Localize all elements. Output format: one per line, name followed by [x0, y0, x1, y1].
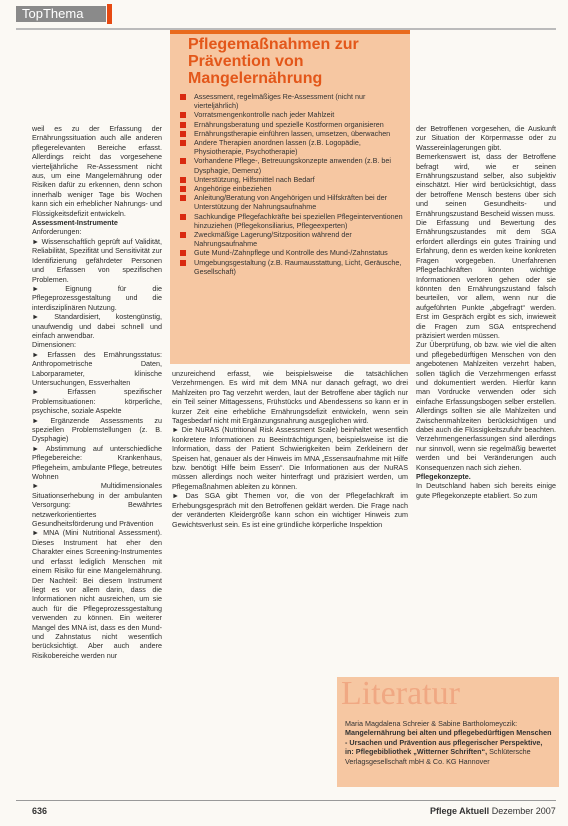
issue-date: Dezember 2007: [491, 806, 556, 816]
column-middle: [172, 369, 408, 529]
paragraph: weil es zu der Erfassung der Ernährungssituation auch alle anderen pflegerelevanten Bereiche erfasst. Allerdings reicht das vorgesehene vierteljährliche Re-Assessment nicht aus, um eine Mangelernährung oder Risiken dafür zu erkennen, denn schon innerhalb weniger Tage bis Wochen kann sich ein erheblicher Nahrungs- und Flüssigkeitsdefizit entwickeln.: [32, 124, 162, 218]
paragraph: Anforderungen:: [32, 227, 82, 237]
section-label: TopThema: [22, 6, 84, 21]
list-item: Sachkundige Pflegefachkräfte bei speziellen Pflegeinterventionen hinzuziehen (Pflegekonsiliarius, Pflegeexperten): [180, 212, 405, 230]
subheading: Pflegekonzepte.: [416, 472, 471, 482]
paragraph: ► Erfassen spezifischer Problemsituationen: körperliche, psychische, soziale Aspekte: [32, 387, 162, 416]
paragraph: ► Erfassen des Ernährungsstatus: Anthropometrische Daten, Laborparameter, klinische Untersuchungen, Essverhalten: [32, 349, 162, 387]
paragraph: ► Ergänzende Assessments zu speziellen Problemstellungen (z. B. Dysphagie): [32, 415, 162, 444]
list-item: Gute Mund-/Zahnpflege und Kontrolle des Mund-/Zahnstatus: [180, 248, 405, 257]
list-item: Andere Therapien anordnen lassen (z.B. Logopädie, Physiotherapie, Psychotherapie): [180, 138, 405, 156]
paragraph: ► Abstimmung auf unterschiedliche Pflegebereiche: Krankenhaus, Pflegeheim, ambulante Pflege, betreutes Wohnen: [32, 443, 162, 482]
list-item: Zweckmäßige Lagerung/Sitzposition während der Nahrungsaufnahme: [180, 230, 405, 248]
paragraph: Bemerkenswert ist, dass der Betroffene befragt wird, wie er seinen Ernährungszustand selber, also subjektiv einschätzt. Hier wird berücksichtigt, dass der betroffene Mensch bestens über sich und seinen Gesundheits- und Ernährungszustand Bescheid wissen muss.: [416, 152, 556, 218]
measures-list: [180, 92, 405, 276]
list-item: Umgebungsgestaltung (z.B. Raumausstattung, Licht, Geräusche, Gesellschaft): [180, 258, 405, 276]
list-item: Unterstützung, Hilfsmittel nach Bedarf: [180, 175, 405, 184]
paragraph: ► Multidimensionales Situationserhebung in der ambulanten Versorgung: Bewährtes netzwerkorientiertes Gesundheitsförderung und Prävention: [32, 481, 162, 529]
list-item: Ernährungsberatung und spezielle Kostformen organisieren: [180, 120, 405, 129]
list-item: Assessment, regelmäßiges Re-Assessment (nicht nur vierteljährlich): [180, 92, 405, 110]
paragraph: Zur Überprüfung, ob bzw. wie viel die alten und pflegebedürftigen Menschen von den angebotenen Mahlzeiten verzehrt haben, sollen täglich die Verzehrmengen erfasst und dokumentiert werden. Hierfür kann man Vordrucke verwenden oder sich einfache Erfassungsbogen selber erstellen. Allerdings sollten sie alle Mahlzeiten und Zwischenmahlzeiten berücksichtigen und dabei auch die Flüssigkeitszufuhr beachten. Verzehrmengenerfassungen sind allerdings nur sinnvoll, wenn sie regelmäßig bewertet werden und bei Veränderungen auch Konsequenzen nach sich ziehen.: [416, 340, 556, 472]
literature-box: [337, 677, 559, 787]
measures-box: [170, 30, 410, 364]
paragraph: ► Die NuRAS (Nutritional Risk Assessment Scale) beinhaltet wesentlich konkretere Informationen zu Beeinträchtigungen, beispielsweise ist die Information, dass der Patient Schwierigkeiten beim Zerkleinern der Speisen hat, genauer als der Hinweis im MNA „Essensaufnahme mit Hilfe bzw. benötigt Hilfe beim Essen“. Die Informationen aus der NuRAS müssen allerdings noch weiter hinterfragt und präzisiert werden, um Pflegemaßnahmen ableiten zu können.: [172, 425, 408, 491]
column-left: [32, 124, 162, 660]
paragraph: In Deutschland haben sich bereits einige gute Pflegekonzepte etabliert. So zum: [416, 481, 556, 500]
list-item: Angehörige einbeziehen: [180, 184, 405, 193]
paragraph: ► Eignung für die Pflegeprozessgestaltung und die interdisziplinären Nutzung.: [32, 283, 162, 312]
paragraph: ► Wissenschaftlich geprüft auf Validität, Reliabilität, Spezifität und Sensitivität zur Identifizierung gefährdeter Personen und Erfassen von spezifischen Problemen.: [32, 236, 162, 284]
literature-authors: Maria Magdalena Schreier & Sabine Bartholomeyczik:: [345, 719, 518, 728]
literature-title: Mangelernährung bei alten und pflegebedürftigen Menschen - Ursachen und Prävention aus pflegerischer Perspektive, in: Pflegebibliothek „Witterner Schriften“,: [345, 728, 552, 757]
paragraph: Die Erfassung und Bewertung des Ernährungszustandes mit dem SGA erfordert allerdings ein gutes Training und Erfahrung, denn es werden keine konkreten Fragen vorgegeben. Unerfahrenen Pflegefachkräften könnten wichtige Informationen verloren gehen oder sie könnten den Ernährungszustand falsch beurteilen, vor allem, wenn nur die aufgeführten Punkte „abgefragt“ werden. Erst im Gespräch ergibt es sich, inwieweit die Fragen zum SGA entsprechend präzisiert werden müssen.: [416, 218, 556, 340]
literature-heading: Literatur: [341, 675, 460, 712]
subheading: Assessment-Instrumente: [32, 218, 118, 228]
page-number: 636: [32, 806, 48, 816]
magazine-issue: [430, 806, 556, 816]
paragraph: ► Standardisiert, kostengünstig, unaufwendig und dabei schnell und einfach anwendbar.: [32, 312, 162, 340]
magazine-name: Pflege Aktuell: [430, 806, 490, 816]
footer-rule: [16, 800, 556, 801]
list-item: Vorratsmengenkontrolle nach jeder Mahlzeit: [180, 110, 405, 119]
list-item: Ernährungstherapie einführen lassen, umsetzen, überwachen: [180, 129, 405, 138]
paragraph: ► MNA (Mini Nutritional Assessment). Dieses Instrument hat eher den Charakter eines Screening-Instrumentes und erfasst lediglich Menschen mit einem Risiko für eine Mangelernährung. Der Nachteil: Bei diesem Instrument liegt es vor allem darin, dass die Informationen nicht ausreichen, um sie auch für die Pflegeprozessgestaltung verwenden zu können. Ein weiterer Mangel des MNA ist, dass es den Mund- und Zahnstatus nicht wesentlich berücksichtigt. Aber auch andere Risikobereiche werden nur: [32, 528, 162, 660]
paragraph: ► Das SGA gibt Themen vor, die von der Pflegefachkraft im Erhebungsgespräch mit den Betroffenen geklärt werden. Die Frage nach der veränderten Kleidergröße kann schon ein wichtiger Hinweis zum Gewichtsverlust sein. Es ist eine gründliche körperliche Inspektion: [172, 491, 408, 529]
page-footer: [0, 800, 568, 826]
measures-title: Pflegemaßnahmen zur Prävention von Mangelernährung: [188, 36, 359, 87]
list-item: Anleitung/Beratung von Angehörigen und Hilfskräften bei der Unterstützung der Nahrungsaufnahme: [180, 193, 405, 211]
page-header: [0, 0, 568, 30]
section-accent-mark: [107, 4, 112, 24]
paragraph: unzureichend erfasst, wie beispielsweise die tatsächlichen Verzehrmengen. Es wird mit dem MNA nur danach gefragt, wo drei Mahlzeiten pro Tag verzehrt werden, laut der Betroffene aber täglich nur ein Teil seiner Mittagessens, Frühstücks und Abendessens so kann er in kurzer Zeit eine erhebliche Ernährungsdefizit entwickeln, wenn sein Tagesbedarf nicht mit Ergänzungsnahrung ausgeglichen wird.: [172, 369, 408, 426]
list-item: Vorhandene Pflege-, Betreuungskonzepte anwenden (z.B. bei Dysphagie, Demenz): [180, 156, 405, 174]
paragraph: der Betroffenen vorgesehen, die Auskunft zur Situation der Körpermasse oder zu Wassereinlagerungen gibt.: [416, 124, 556, 152]
column-right: [416, 124, 556, 500]
literature-reference: [345, 719, 553, 766]
literature-publisher: Schlütersche Verlagsgesellschaft mbH & Co. KG Hannover: [345, 747, 531, 766]
paragraph: Dimensionen:: [32, 340, 76, 350]
